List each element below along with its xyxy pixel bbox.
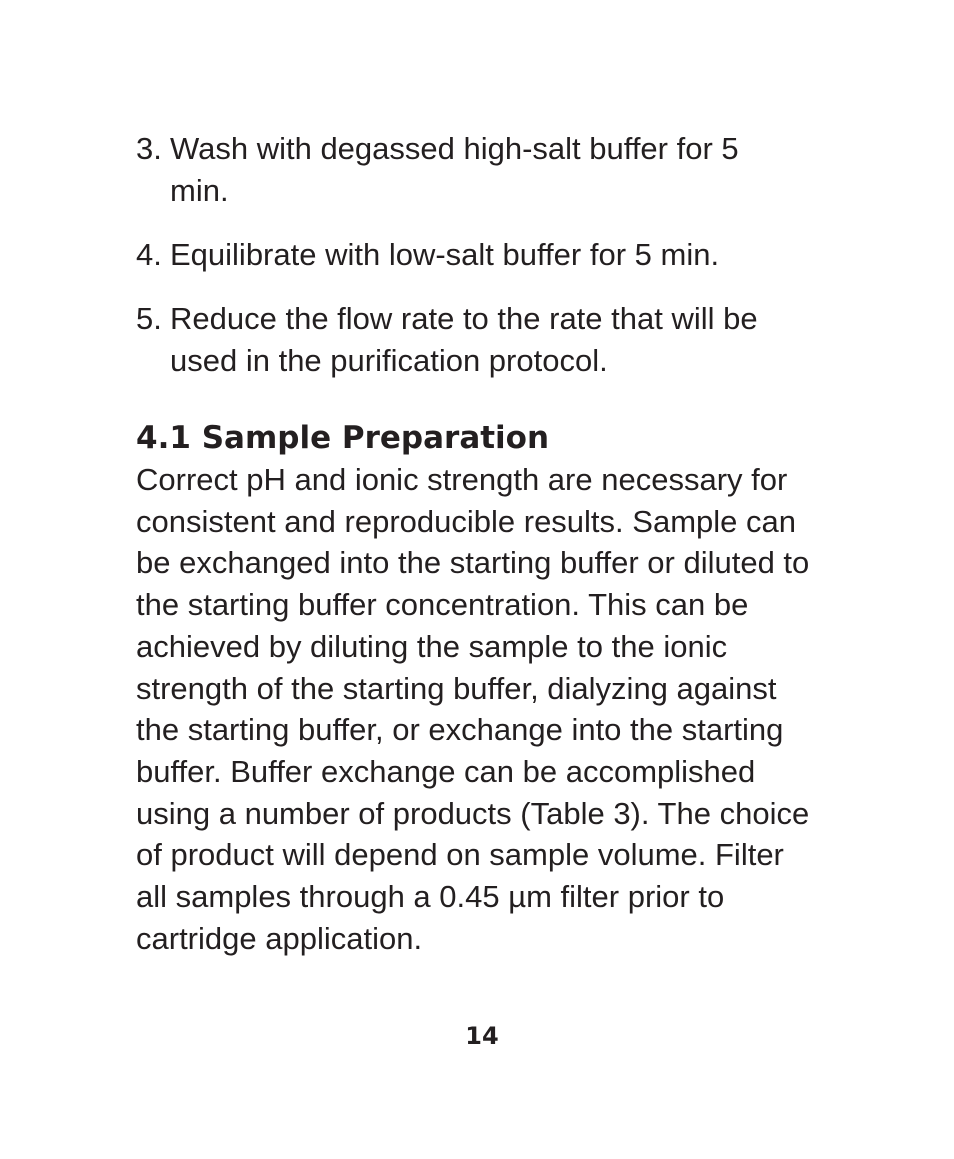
section-body-paragraph: Correct pH and ionic strength are necessary for consistent and reproducible results. Sample can be exchanged into the starting buffer or diluted to the starting buffer concentration. This can be achieved by diluting the sample to the ionic strength of the starting buffer, dialyzing against the starting buffer, or exchange into the starting buffer. Buffer exchange can be accomplished using a number of products (Table 3). The choice of product will depend on sample volume. Filter all samples through a 0.45 µm filter prior to cartridge application. — [136, 462, 810, 956]
step-number: 4. — [136, 237, 162, 272]
step-item — [136, 234, 826, 276]
section-heading: 4.1 Sample Preparation — [136, 420, 550, 456]
step-text: Reduce the flow rate to the rate that will be used in the purification protocol. — [170, 301, 758, 378]
page-number: 14 — [465, 1022, 499, 1050]
step-number: 5. — [136, 301, 162, 336]
step-text: Wash with degassed high-salt buffer for 5 min. — [170, 131, 739, 208]
procedure-steps — [136, 128, 826, 382]
step-item — [136, 128, 826, 212]
step-item — [136, 298, 826, 382]
step-number: 3. — [136, 131, 162, 166]
step-text: Equilibrate with low-salt buffer for 5 min. — [170, 237, 720, 272]
document-page — [136, 128, 826, 959]
